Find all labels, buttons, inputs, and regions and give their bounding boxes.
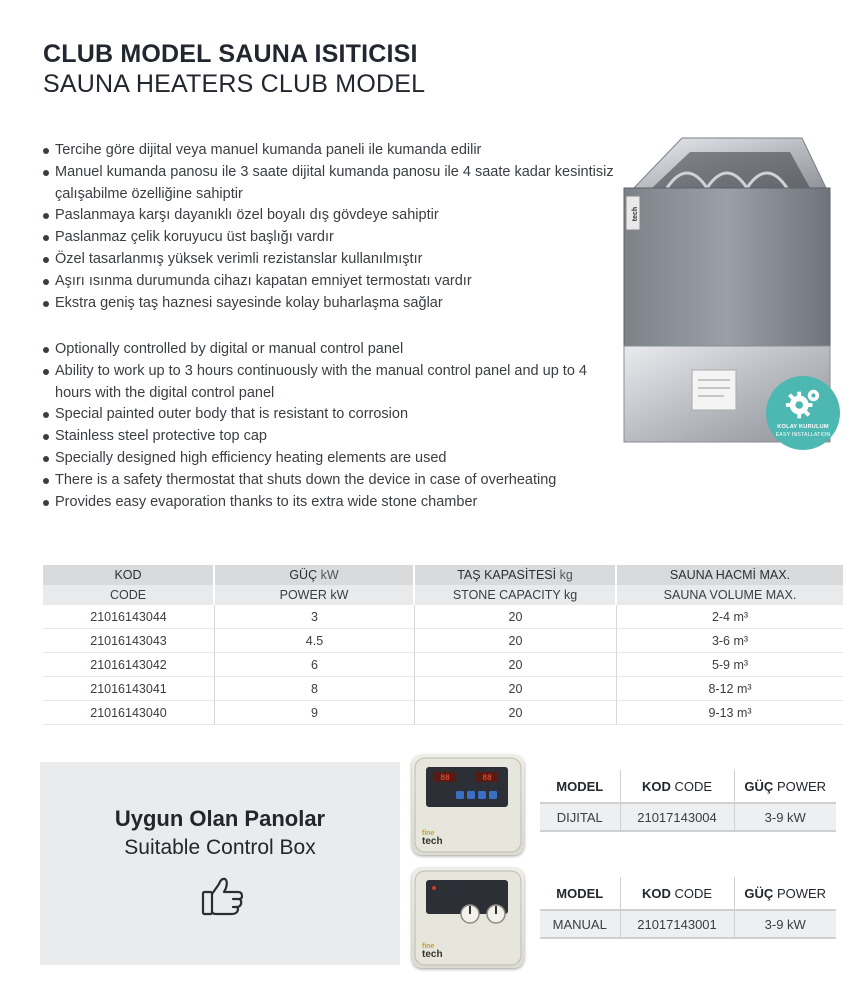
col-header: POWER kW <box>215 585 415 605</box>
cell-power: 8 <box>215 677 415 701</box>
feature-item: Tercihe göre dijital veya manuel kumanda paneli ile kumanda edilir <box>43 140 623 162</box>
svg-text:88: 88 <box>440 774 450 783</box>
col-header: SAUNA HACMİ MAX. <box>617 565 843 585</box>
cell-stone: 20 <box>415 629 617 653</box>
cell-code: 21016143040 <box>43 701 215 725</box>
heater-logo: tech <box>632 206 639 222</box>
features-list-en <box>43 339 623 513</box>
title-en: SAUNA HEATERS CLUB MODEL <box>43 70 426 98</box>
features-list-tr <box>43 140 623 314</box>
controller-logo-top: fine <box>422 943 435 950</box>
feature-item: Specially designed high efficiency heating elements are used <box>43 448 623 470</box>
spec-header-en <box>43 585 843 605</box>
feature-item: There is a safety thermostat that shuts down the device in case of overheating <box>43 470 623 492</box>
feature-item: Özel tasarlanmış yüksek verimli rezistanslar kullanılmıştır <box>43 249 623 271</box>
table-row <box>43 677 843 701</box>
digital-model-table <box>540 770 836 832</box>
cell-stone: 20 <box>415 701 617 725</box>
cell-power: 4.5 <box>215 629 415 653</box>
panels-title-en: Suitable Control Box <box>124 836 316 859</box>
cell-code: 21016143043 <box>43 629 215 653</box>
table-row <box>540 803 836 831</box>
cell-power: 3-9 kW <box>734 803 836 831</box>
cell-stone: 20 <box>415 677 617 701</box>
feature-item: Paslanmaya karşı dayanıklı özel boyalı dış gövdeye sahiptir <box>43 205 623 227</box>
badge-label-tr: KOLAY KURULUM <box>777 424 829 430</box>
col-header-power: GÜÇ POWER <box>734 770 836 803</box>
cell-code: 21016143042 <box>43 653 215 677</box>
title-tr: CLUB MODEL SAUNA ISITICISI <box>43 40 418 68</box>
suitable-panels-box <box>40 762 400 965</box>
thumbs-up-icon <box>200 874 246 918</box>
table-row <box>43 653 843 677</box>
cell-volume: 2-4 m³ <box>617 605 843 629</box>
gear-icon <box>784 386 822 424</box>
feature-item: Special painted outer body that is resistant to corrosion <box>43 404 623 426</box>
col-header: STONE CAPACITY kg <box>415 585 617 605</box>
col-header-code: KOD CODE <box>620 770 734 803</box>
controller-logo-top: fine <box>422 830 435 837</box>
cell-code: 21016143041 <box>43 677 215 701</box>
table-row <box>43 701 843 725</box>
feature-item: Ability to work up to 3 hours continuously with the manual control panel and up to 4 hours with the digital control panel <box>43 361 623 405</box>
feature-item: Aşırı ısınma durumunda cihazı kapatan emniyet termostatı vardır <box>43 271 623 293</box>
manual-control-panel-image <box>412 868 524 968</box>
cell-volume: 3-6 m³ <box>617 629 843 653</box>
cell-stone: 20 <box>415 605 617 629</box>
cell-code: 21017143004 <box>620 803 734 831</box>
col-header: GÜÇ kW <box>215 565 415 585</box>
cell-power: 6 <box>215 653 415 677</box>
cell-power: 9 <box>215 701 415 725</box>
feature-item: Optionally controlled by digital or manual control panel <box>43 339 623 361</box>
cell-power: 3 <box>215 605 415 629</box>
table-row <box>43 629 843 653</box>
col-header-model: MODEL <box>540 877 620 910</box>
cell-stone: 20 <box>415 653 617 677</box>
col-header: CODE <box>43 585 215 605</box>
cell-model: MANUAL <box>540 910 620 938</box>
cell-code: 21017143001 <box>620 910 734 938</box>
cell-volume: 5-9 m³ <box>617 653 843 677</box>
controller-logo-bottom: tech <box>422 949 443 960</box>
digital-control-panel-image <box>412 755 524 855</box>
feature-item: Ekstra geniş taş haznesi sayesinde kolay buharlaşma sağlar <box>43 293 623 315</box>
spec-header-tr <box>43 565 843 585</box>
mini-header-row <box>540 770 836 803</box>
controller-logo-bottom: tech <box>422 836 443 847</box>
col-header-power: GÜÇ POWER <box>734 877 836 910</box>
col-header: KOD <box>43 565 215 585</box>
col-header-code: KOD CODE <box>620 877 734 910</box>
cell-volume: 8-12 m³ <box>617 677 843 701</box>
feature-item: Provides easy evaporation thanks to its extra wide stone chamber <box>43 492 623 514</box>
col-header: SAUNA VOLUME MAX. <box>617 585 843 605</box>
feature-item: Manuel kumanda panosu ile 3 saate dijital kumanda panosu ile 4 saate kadar kesintisiz çalışabilme özelliğine sahiptir <box>43 162 623 206</box>
feature-item: Paslanmaz çelik koruyucu üst başlığı vardır <box>43 227 623 249</box>
spec-table <box>43 565 843 725</box>
cell-code: 21016143044 <box>43 605 215 629</box>
panels-title-tr: Uygun Olan Panolar <box>114 806 326 831</box>
cell-volume: 9-13 m³ <box>617 701 843 725</box>
col-header: TAŞ KAPASİTESİ kg <box>415 565 617 585</box>
cell-model: DIJITAL <box>540 803 620 831</box>
table-row <box>540 910 836 938</box>
mini-header-row <box>540 877 836 910</box>
cell-power: 3-9 kW <box>734 910 836 938</box>
easy-installation-badge <box>766 376 840 450</box>
manual-model-table <box>540 877 836 939</box>
col-header-model: MODEL <box>540 770 620 803</box>
feature-item: Stainless steel protective top cap <box>43 426 623 448</box>
table-row <box>43 605 843 629</box>
svg-text:88: 88 <box>482 774 492 783</box>
badge-label-en: EASY INSTALLATION <box>775 432 831 438</box>
